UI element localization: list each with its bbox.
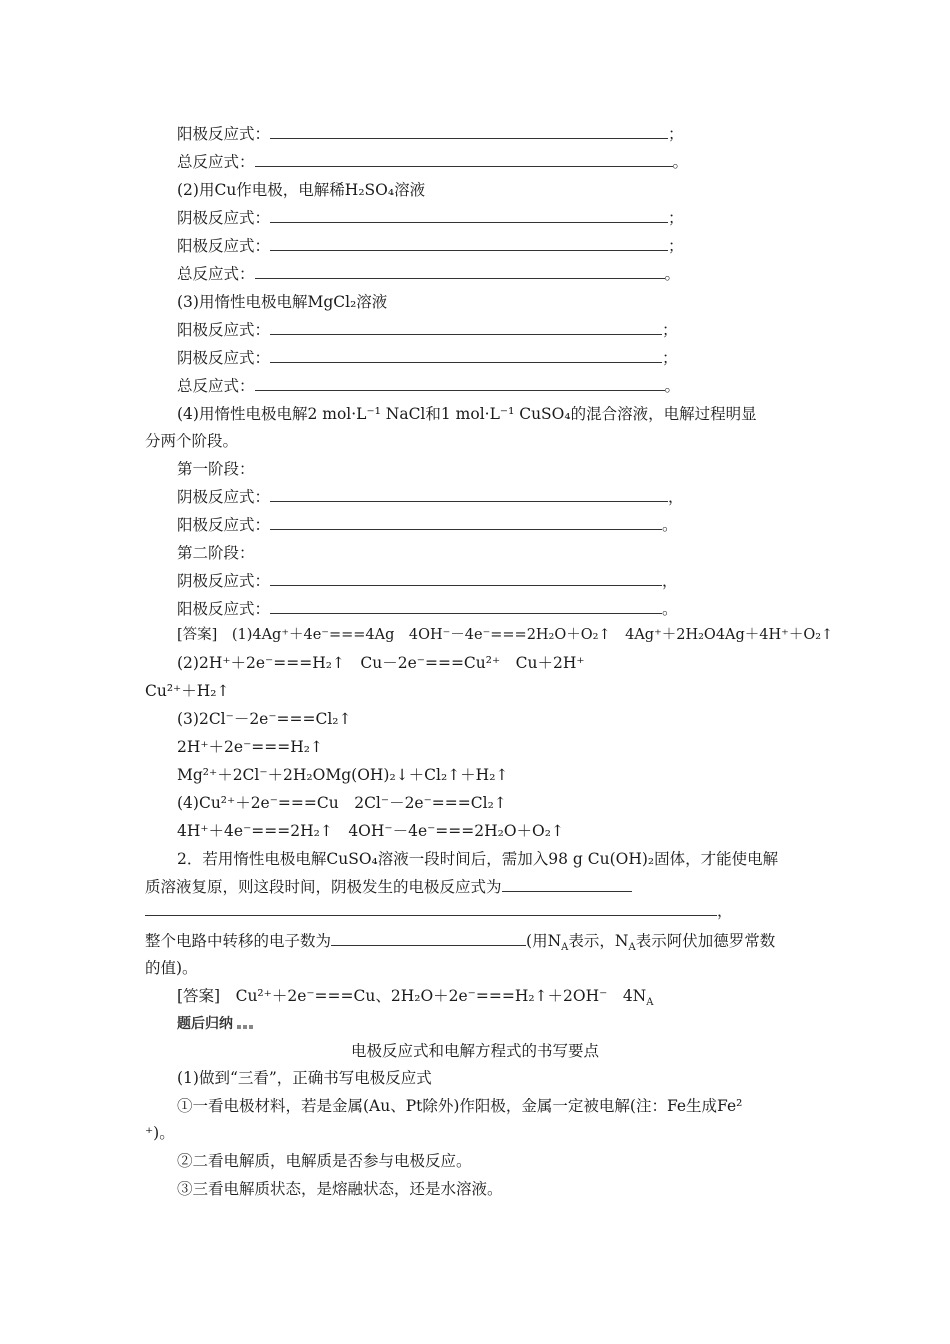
summary-item1a-line2: ⁺)。 <box>145 1124 175 1142</box>
cathode-label: 阴极反应式： <box>177 349 271 367</box>
answer-blank[interactable] <box>255 376 665 391</box>
answer1-line8: 4H⁺＋4e⁻===2H₂↑ 4OH⁻－4e⁻===2H₂O＋O₂↑ <box>177 822 564 840</box>
answer-blank[interactable] <box>502 877 632 892</box>
anode-label: 阳极反应式： <box>177 125 271 143</box>
cathode-label: 阴极反应式： <box>177 572 271 590</box>
stage1-label: 第一阶段： <box>177 460 255 478</box>
anode-label: 阳极反应式： <box>177 600 271 618</box>
summary-item1a-line1: ①一看电极材料，若是金属(Au、Pt除外)作阳极，金属一定被电解(注：Fe生成Fe² <box>177 1097 743 1115</box>
total-label: 总反应式： <box>177 265 255 283</box>
stage2-anode-line: 阳极反应式： 。 <box>177 600 678 618</box>
answer-blank[interactable] <box>255 152 673 167</box>
q2-line5: 的值)。 <box>145 959 198 977</box>
answer-blank[interactable] <box>270 487 668 502</box>
summary-item1c: ③三看电解质状态，是熔融状态，还是水溶液。 <box>177 1180 503 1198</box>
answer-blank[interactable] <box>270 515 662 530</box>
cathode-label: 阴极反应式： <box>177 209 271 227</box>
summary-item1b: ②二看电解质，电解质是否参与电极反应。 <box>177 1152 472 1170</box>
answer1-line1: [答案] (1)4Ag⁺＋4e⁻===4Ag 4OH⁻－4e⁻===2H₂O＋O₂↑ 4Ag⁺＋2H₂O4Ag＋4H⁺＋O₂↑ <box>177 627 834 643</box>
summary-tag: 题后归纳 <box>177 1013 255 1034</box>
part2-cathode-line: 阴极反应式： ； <box>177 209 684 227</box>
q2-line2: 质溶液复原，则这段时间，阴极发生的电极反应式为 <box>145 877 632 897</box>
answer-blank[interactable] <box>270 571 662 586</box>
answer-blank[interactable] <box>270 320 662 335</box>
stage2-cathode-line: 阴极反应式： ， <box>177 572 678 590</box>
anode-label: 阳极反应式： <box>177 516 271 534</box>
part3-total-line: 总反应式： 。 <box>177 377 681 395</box>
stage1-cathode-line: 阴极反应式： ， <box>177 488 684 506</box>
answer-blank[interactable] <box>331 931 526 946</box>
total-label: 总反应式： <box>177 377 255 395</box>
q1-total-line: 总反应式： 。 <box>177 153 689 171</box>
anode-label: 阳极反应式： <box>177 237 271 255</box>
answer1-line4: (3)2Cl⁻－2e⁻===Cl₂↑ <box>177 710 352 728</box>
answer-blank[interactable] <box>270 236 668 251</box>
total-label: 总反应式： <box>177 153 255 171</box>
answer1-line2: (2)2H⁺＋2e⁻===H₂↑ Cu－2e⁻===Cu²⁺ Cu＋2H⁺ <box>177 654 585 672</box>
part3-heading: (3)用惰性电极电解MgCl₂溶液 <box>177 293 388 311</box>
answer1-line3: Cu²⁺＋H₂↑ <box>145 682 230 700</box>
answer1-line5: 2H⁺＋2e⁻===H₂↑ <box>177 738 323 756</box>
cathode-label: 阴极反应式： <box>177 488 271 506</box>
answer-blank[interactable] <box>270 599 662 614</box>
q2-line1: 2．若用惰性电极电解CuSO₄溶液一段时间后，需加入98 g Cu(OH)₂固体，才能使电解 <box>177 850 779 868</box>
decorative-dots-icon <box>237 1014 255 1034</box>
answer-blank[interactable] <box>270 348 662 363</box>
q2-line3: ， <box>145 901 733 921</box>
q2-line4: 整个电路中转移的电子数为 (用$N_A$表示，$N_A$表示阿伏加德罗常数 <box>145 932 776 954</box>
part2-total-line: 总反应式： 。 <box>177 265 681 283</box>
answer1-line6: Mg²⁺＋2Cl⁻＋2H₂OMg(OH)₂↓＋Cl₂↑＋H₂↑ <box>177 766 509 784</box>
answer-blank[interactable] <box>145 901 717 916</box>
answer-blank[interactable] <box>270 124 668 139</box>
stage2-label: 第二阶段： <box>177 544 255 562</box>
q2-answer: [答案] Cu²⁺＋2e⁻===Cu、2H₂O＋2e⁻===H₂↑＋2OH⁻ $4N_A$ <box>177 987 654 1009</box>
part4-heading-line2: 分两个阶段。 <box>145 432 239 450</box>
anode-label: 阳极反应式： <box>177 321 271 339</box>
part2-anode-line: 阳极反应式： ； <box>177 237 684 255</box>
part2-heading: (2)用Cu作电极，电解稀H₂SO₄溶液 <box>177 181 426 199</box>
summary-item1: (1)做到“三看”，正确书写电极反应式 <box>177 1069 432 1087</box>
answer1-line7: (4)Cu²⁺＋2e⁻===Cu 2Cl⁻－2e⁻===Cl₂↑ <box>177 794 507 812</box>
part4-heading-line1: (4)用惰性电极电解2 mol·L⁻¹ NaCl和1 mol·L⁻¹ CuSO₄的混合溶液，电解过程明显 <box>177 405 757 423</box>
stage1-anode-line: 阳极反应式： 。 <box>177 516 678 534</box>
part3-anode-line: 阳极反应式： ； <box>177 321 678 339</box>
q1-anode-line: 阳极反应式： ； <box>177 125 684 143</box>
part3-cathode-line: 阴极反应式： ； <box>177 349 678 367</box>
answer-blank[interactable] <box>270 208 668 223</box>
answer-blank[interactable] <box>255 264 665 279</box>
summary-title: 电极反应式和电解方程式的书写要点 <box>350 1042 599 1060</box>
